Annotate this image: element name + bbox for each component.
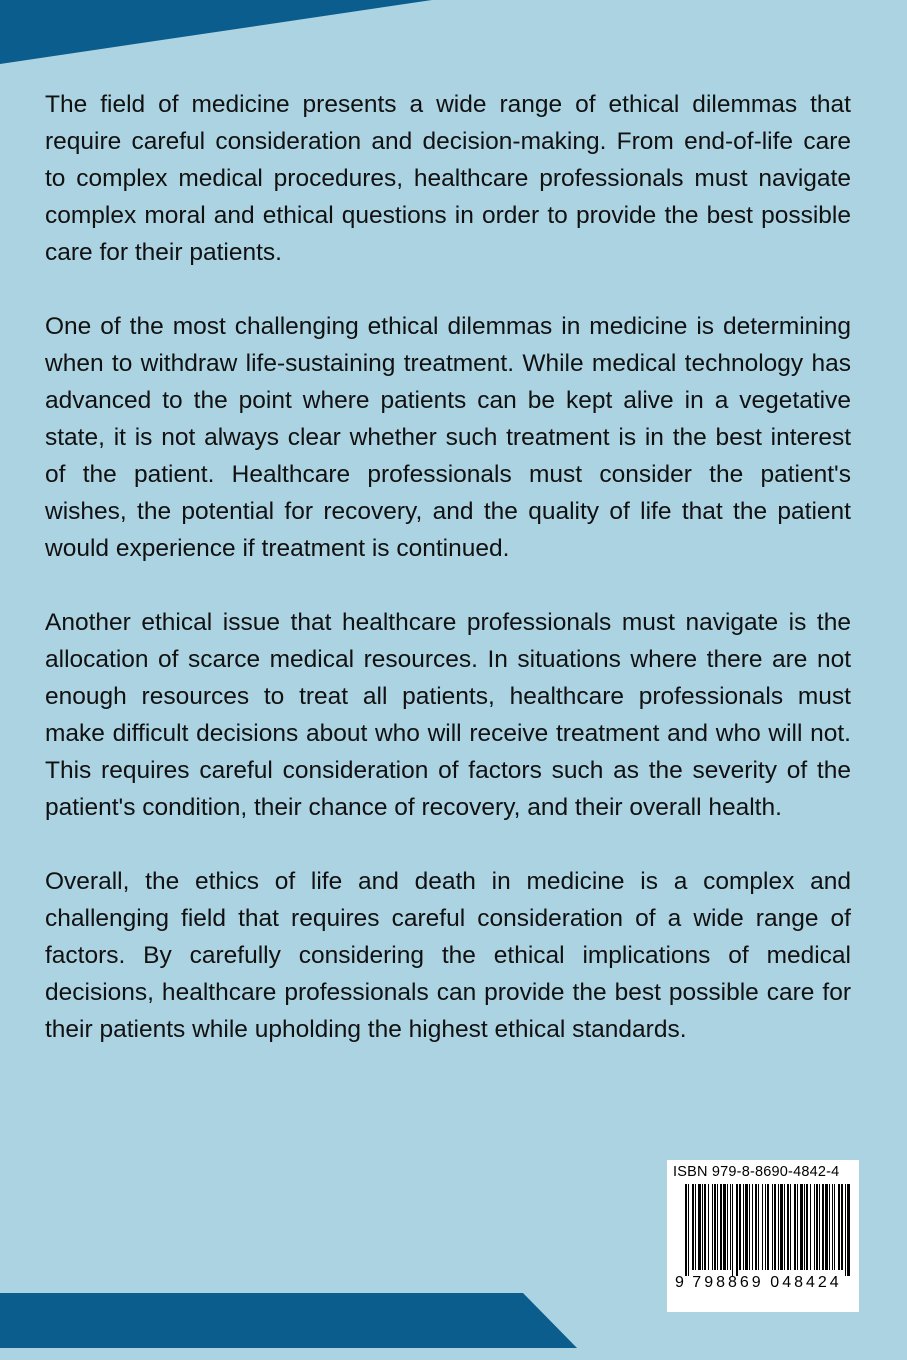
barcode-left-digits: 798869 [692, 1274, 764, 1290]
back-cover-text [45, 86, 851, 1085]
barcode-bar [772, 1184, 773, 1270]
barcode-bar [822, 1184, 824, 1270]
barcode-bar [780, 1184, 783, 1270]
barcode-bar [704, 1184, 706, 1270]
barcode-bar [743, 1184, 744, 1270]
barcode-bar [717, 1184, 718, 1270]
barcode-lead-digit: 9 [675, 1274, 684, 1290]
barcode-bar [758, 1184, 759, 1270]
bottom-banner [0, 1290, 907, 1360]
barcode-bar [755, 1184, 757, 1270]
barcode-bar [695, 1184, 696, 1270]
barcode-bar [845, 1184, 846, 1276]
barcode-bar [819, 1184, 820, 1270]
barcode-bar [688, 1184, 689, 1276]
barcode-bar [708, 1184, 709, 1270]
barcode-bar [832, 1184, 833, 1270]
barcode-bar [825, 1184, 828, 1270]
barcode-bar [698, 1184, 701, 1270]
paragraph-4: Overall, the ethics of life and death in medicine is a complex and challenging field that requires careful consideration of a wide range of factors. By carefully considering the ethical implications of medical decisions, healthcare professionals can provide the best possible care for their patients while upholding the highest ethical standards. [45, 868, 851, 1043]
barcode-image [673, 1184, 853, 1290]
barcode-bar [774, 1184, 776, 1270]
barcode-bar [829, 1184, 830, 1270]
paragraph-1: The field of medicine presents a wide range of ethical dilemmas that require careful consideration and decision-making. From end-of-life care to complex medical procedures, healthcare professionals must navigate complex moral and ethical questions in order to provide the best possible care for their patients. [45, 91, 851, 266]
barcode-bar [762, 1184, 763, 1270]
barcode-bar [847, 1184, 850, 1276]
barcode-bar [739, 1184, 741, 1270]
barcode-bar [784, 1184, 785, 1270]
barcode-bar [787, 1184, 789, 1270]
barcode-bar [797, 1184, 798, 1270]
barcode-right-digits: 048424 [770, 1274, 842, 1290]
barcode-bar [692, 1184, 694, 1270]
barcode-bar [816, 1184, 818, 1270]
isbn-label: ISBN 979-8-8690-4842-4 [673, 1164, 840, 1180]
paragraph-2: One of the most challenging ethical dilemmas in medicine is determining when to withdraw life-sustaining treatment. While medical technology has advanced to the point where patients can be kept alive in a vegetative state, it is not always clear whether such treatment is in the best interest of the patient. Healthcare professionals must consider the patient's wishes, the potential for recovery, and the quality of life that the patient would experience if treatment is continued. [45, 313, 851, 562]
barcode-bar [712, 1184, 713, 1270]
barcode-bars [685, 1184, 850, 1276]
barcode-bar [702, 1184, 703, 1270]
barcode-bar [794, 1184, 796, 1270]
barcode-bar [714, 1184, 716, 1270]
barcode-bar [752, 1184, 753, 1270]
barcode-bar [804, 1184, 805, 1270]
barcode-bar [814, 1184, 815, 1270]
barcode-bar [841, 1184, 843, 1270]
barcode-bar [806, 1184, 808, 1270]
barcode-bar [749, 1184, 750, 1270]
barcode-bar [727, 1184, 728, 1270]
barcode-bar [765, 1184, 766, 1270]
barcode-bar [800, 1184, 803, 1270]
barcode-bar [745, 1184, 748, 1270]
barcode-bar [736, 1184, 738, 1276]
barcode-bar [732, 1184, 733, 1276]
barcode-bar [767, 1184, 769, 1270]
barcode-bar [834, 1184, 835, 1270]
barcode-bar [838, 1184, 840, 1270]
barcode-bar [778, 1184, 779, 1270]
top-banner [0, 0, 907, 70]
paragraph-3: Another ethical issue that healthcare professionals must navigate is the allocation of scarce medical resources. In situations where there are not enough resources to treat all patients, healthcare professionals must make difficult decisions about who will receive treatment and who will not. This requires careful consideration of factors such as the severity of the patient's condition, their chance of recovery, and their overall health. [45, 609, 851, 821]
barcode-bar [730, 1184, 731, 1270]
barcode-bar [720, 1184, 722, 1270]
barcode-bar [723, 1184, 726, 1270]
barcode-bar [685, 1184, 687, 1276]
barcode-bar [810, 1184, 811, 1270]
barcode-bar [790, 1184, 791, 1270]
